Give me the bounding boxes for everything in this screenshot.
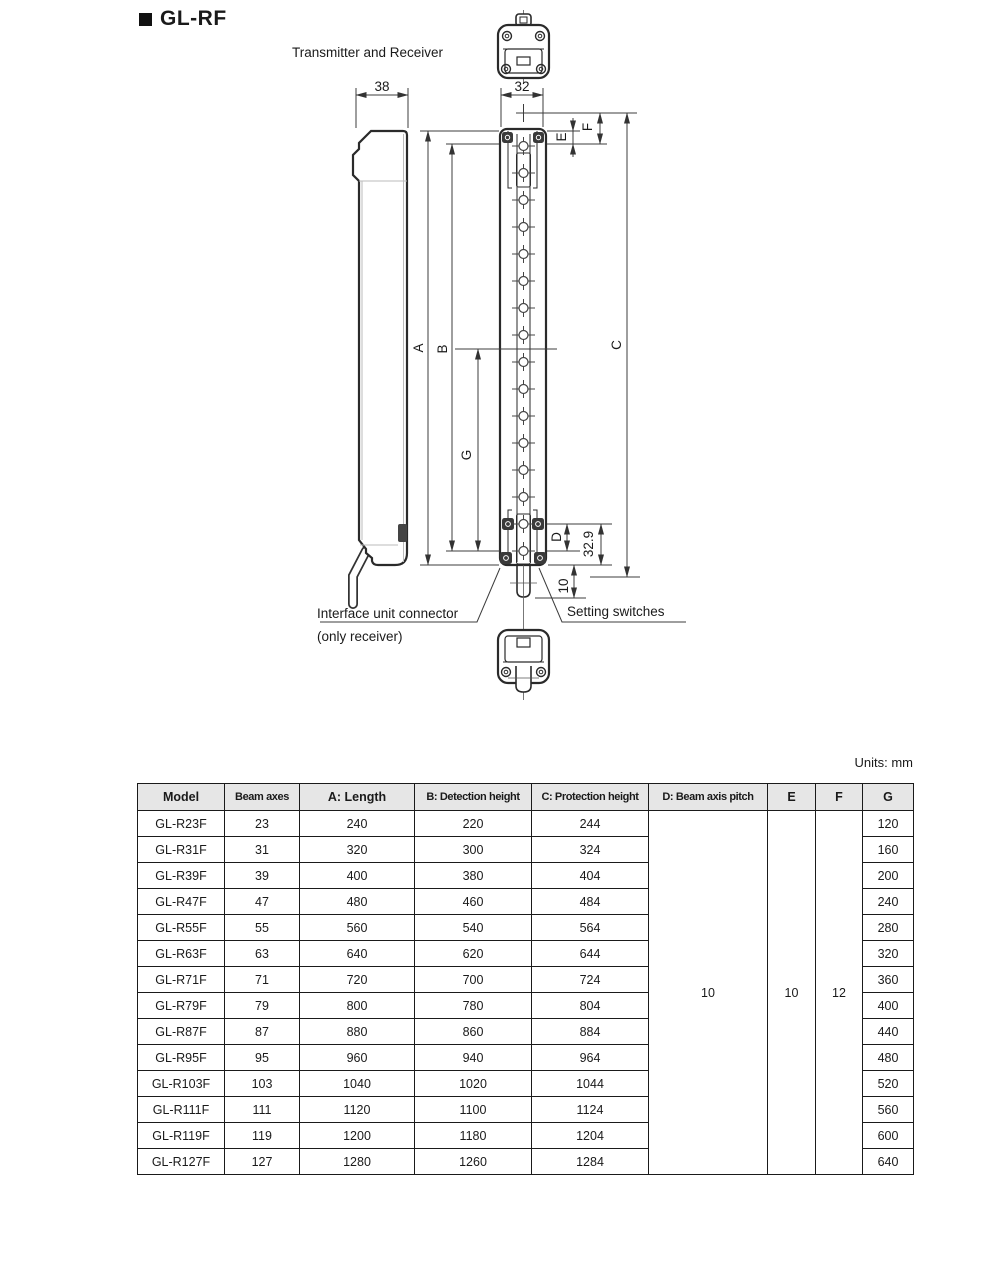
c-protection-cell: 564 [532,915,649,941]
interface-connector-label: Interface unit connector [317,606,459,621]
b-detection-cell: 620 [415,941,532,967]
c-protection-cell: 1124 [532,1097,649,1123]
g-cell: 160 [863,837,914,863]
b-detection-cell: 940 [415,1045,532,1071]
col-beam-axes: Beam axes [225,784,300,811]
model-cell: GL-R23F [138,811,225,837]
bottom-view-icon [498,626,549,700]
a-length-cell: 480 [300,889,415,915]
g-cell: 280 [863,915,914,941]
beam-axes-cell: 71 [225,967,300,993]
dim-C: C [609,340,624,350]
drawing-caption: Transmitter and Receiver [292,45,444,60]
c-protection-cell: 644 [532,941,649,967]
g-cell: 120 [863,811,914,837]
spec-table-header-row [138,784,914,811]
a-length-cell: 560 [300,915,415,941]
b-detection-cell: 300 [415,837,532,863]
a-length-cell: 1200 [300,1123,415,1149]
dim-D: D [549,532,564,542]
beam-axes-cell: 39 [225,863,300,889]
b-detection-cell: 460 [415,889,532,915]
a-length-cell: 640 [300,941,415,967]
model-cell: GL-R119F [138,1123,225,1149]
dim-A: A [411,343,426,353]
model-cell: GL-R71F [138,967,225,993]
a-length-cell: 1280 [300,1149,415,1175]
setting-switches-label: Setting switches [567,604,665,619]
dim-B: B [435,344,450,354]
a-length-cell: 800 [300,993,415,1019]
b-detection-cell: 1100 [415,1097,532,1123]
model-cell: GL-R103F [138,1071,225,1097]
col-g: G [863,784,914,811]
g-cell: 240 [863,889,914,915]
a-length-cell: 960 [300,1045,415,1071]
c-protection-cell: 1204 [532,1123,649,1149]
dim-E: E [554,132,569,142]
g-cell: 440 [863,1019,914,1045]
model-cell: GL-R55F [138,915,225,941]
col-c-protection-height: C: Protection height [532,784,649,811]
b-detection-cell: 700 [415,967,532,993]
a-length-cell: 1040 [300,1071,415,1097]
merged-e-cell: 10 [768,811,816,1175]
top-view-icon [498,10,549,84]
model-cell: GL-R31F [138,837,225,863]
g-cell: 400 [863,993,914,1019]
c-protection-cell: 324 [532,837,649,863]
model-cell: GL-R79F [138,993,225,1019]
beam-axes-cell: 55 [225,915,300,941]
model-cell: GL-R47F [138,889,225,915]
col-f: F [816,784,863,811]
g-cell: 480 [863,1045,914,1071]
dim-32: 32 [514,79,530,94]
g-cell: 360 [863,967,914,993]
dim-F: F [580,122,595,132]
beam-axes-cell: 23 [225,811,300,837]
a-length-cell: 400 [300,863,415,889]
side-view [353,131,407,604]
col-b-detection-height: B: Detection height [415,784,532,811]
a-length-cell: 880 [300,1019,415,1045]
dim-10: 10 [556,578,571,594]
model-cell: GL-R127F [138,1149,225,1175]
b-detection-cell: 780 [415,993,532,1019]
dim-32-9: 32.9 [581,530,596,558]
c-protection-cell: 1284 [532,1149,649,1175]
g-cell: 320 [863,941,914,967]
model-cell: GL-R95F [138,1045,225,1071]
col-e: E [768,784,816,811]
beam-axes-cell: 47 [225,889,300,915]
b-detection-cell: 1020 [415,1071,532,1097]
dim-38: 38 [374,79,390,94]
c-protection-cell: 804 [532,993,649,1019]
col-a-length: A: Length [300,784,415,811]
spec-table [137,783,914,1175]
beam-axes-cell: 103 [225,1071,300,1097]
c-protection-cell: 404 [532,863,649,889]
c-protection-cell: 724 [532,967,649,993]
g-cell: 640 [863,1149,914,1175]
front-view [500,129,546,626]
model-cell: GL-R63F [138,941,225,967]
spec-table-row [138,811,914,837]
beam-axes-cell: 31 [225,837,300,863]
beam-axes-cell: 95 [225,1045,300,1071]
c-protection-cell: 964 [532,1045,649,1071]
b-detection-cell: 220 [415,811,532,837]
model-cell: GL-R39F [138,863,225,889]
model-cell: GL-R87F [138,1019,225,1045]
g-cell: 600 [863,1123,914,1149]
c-protection-cell: 1044 [532,1071,649,1097]
merged-d-pitch-cell: 10 [649,811,768,1175]
c-protection-cell: 884 [532,1019,649,1045]
section-title [139,7,227,31]
col-d-beam-axis-pitch: D: Beam axis pitch [649,784,768,811]
a-length-cell: 1120 [300,1097,415,1123]
section-bullet-icon [139,13,152,26]
beam-axes-cell: 79 [225,993,300,1019]
b-detection-cell: 380 [415,863,532,889]
g-cell: 560 [863,1097,914,1123]
interface-connector-note: (only receiver) [317,629,403,644]
c-protection-cell: 244 [532,811,649,837]
units-label: Units: mm [854,755,913,770]
a-length-cell: 720 [300,967,415,993]
g-cell: 520 [863,1071,914,1097]
beam-axes-cell: 87 [225,1019,300,1045]
g-cell: 200 [863,863,914,889]
b-detection-cell: 540 [415,915,532,941]
beam-axes-cell: 111 [225,1097,300,1123]
a-length-cell: 240 [300,811,415,837]
beam-axes-cell: 63 [225,941,300,967]
beam-axes-cell: 127 [225,1149,300,1175]
a-length-cell: 320 [300,837,415,863]
model-cell: GL-R111F [138,1097,225,1123]
section-title-text: GL-RF [160,7,227,30]
col-model: Model [138,784,225,811]
b-detection-cell: 1260 [415,1149,532,1175]
c-protection-cell: 484 [532,889,649,915]
b-detection-cell: 860 [415,1019,532,1045]
beam-axes-cell: 119 [225,1123,300,1149]
b-detection-cell: 1180 [415,1123,532,1149]
dim-G: G [459,449,474,461]
merged-f-cell: 12 [816,811,863,1175]
